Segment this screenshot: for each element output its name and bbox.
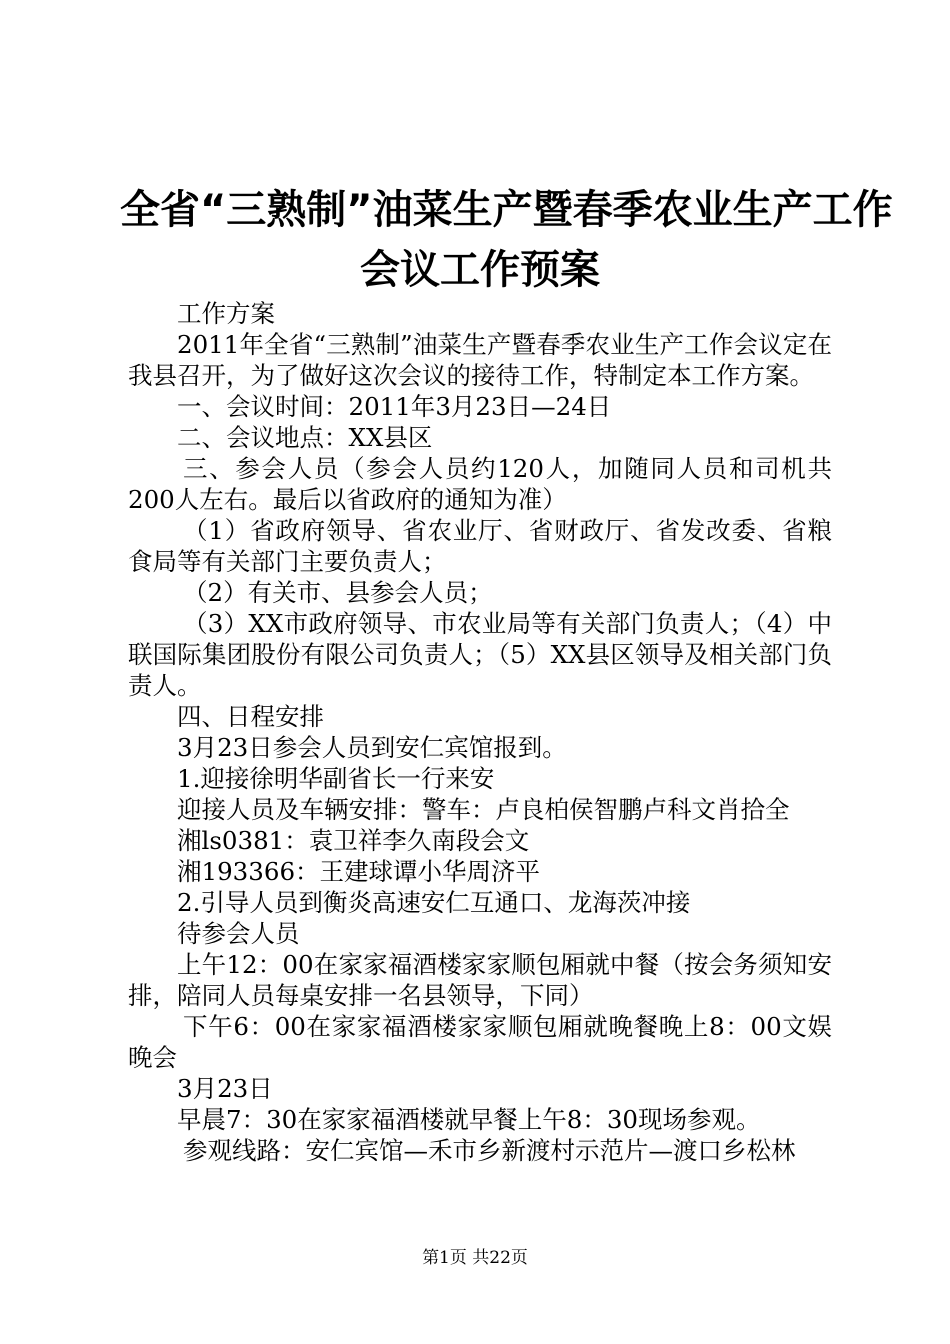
page-footer: 第1页 共22页	[422, 1248, 528, 1268]
paragraph: 二、会议地点：XX县区	[177, 423, 433, 452]
paragraph: 上午12：00在家家福酒楼家家顺包厢就中餐（按会务须知安排，陪同人员每桌安排一名县领导，下同）	[128, 950, 832, 1010]
paragraph: 湘ls0381：袁卫祥李久南段会文	[177, 826, 530, 855]
paragraph: 早晨7：30在家家福酒楼就早餐上午8：30现场参观。	[177, 1105, 761, 1134]
paragraph: 3月23日参会人员到安仁宾馆报到。	[177, 733, 567, 762]
paragraph: （3）XX市政府领导、市农业局等有关部门负责人；（4）中联国际集团股份有限公司负责人；（5）XX县区领导及相关部门负责人。	[128, 609, 832, 700]
paragraph: 3月23日	[177, 1074, 273, 1103]
paragraph: 迎接人员及车辆安排：警车：卢良柏侯智鹏卢科文肖拾全	[177, 795, 790, 824]
paragraph: （2）有关市、县参会人员；	[183, 578, 493, 607]
paragraph: 四、日程安排	[177, 702, 324, 731]
paragraph: 三、参会人员（参会人员约120人，加随同人员和司机共200人左右。最后以省政府的通知为准）	[128, 454, 832, 514]
paragraph: 湘193366：王建球谭小华周济平	[177, 857, 541, 886]
paragraph: 工作方案	[177, 299, 275, 328]
paragraph: 下午6：00在家家福酒楼家家顺包厢就晚餐晚上8：00文娱晚会	[128, 1012, 832, 1072]
document-title-line-1: 全省“三熟制”油菜生产暨春季农业生产工作	[120, 187, 893, 233]
paragraph: （1）省政府领导、省农业厅、省财政厅、省发改委、省粮食局等有关部门主要负责人；	[128, 516, 832, 576]
paragraph: 一、会议时间：2011年3月23日—24日	[177, 392, 612, 421]
paragraph: 2.引导人员到衡炎高速安仁互通口、龙海茨冲接	[177, 888, 691, 917]
document-title-line-2: 会议工作预案	[360, 247, 600, 293]
document-body	[128, 298, 832, 1166]
paragraph: 参观线路：安仁宾馆—禾市乡新渡村示范片—渡口乡松林	[183, 1136, 796, 1165]
paragraph: 1.迎接徐明华副省长一行来安	[177, 764, 495, 793]
paragraph: 2011年全省“三熟制”油菜生产暨春季农业生产工作会议定在我县召开，为了做好这次会议的接待工作，特制定本工作方案。	[128, 330, 832, 390]
paragraph: 待参会人员	[177, 919, 300, 948]
